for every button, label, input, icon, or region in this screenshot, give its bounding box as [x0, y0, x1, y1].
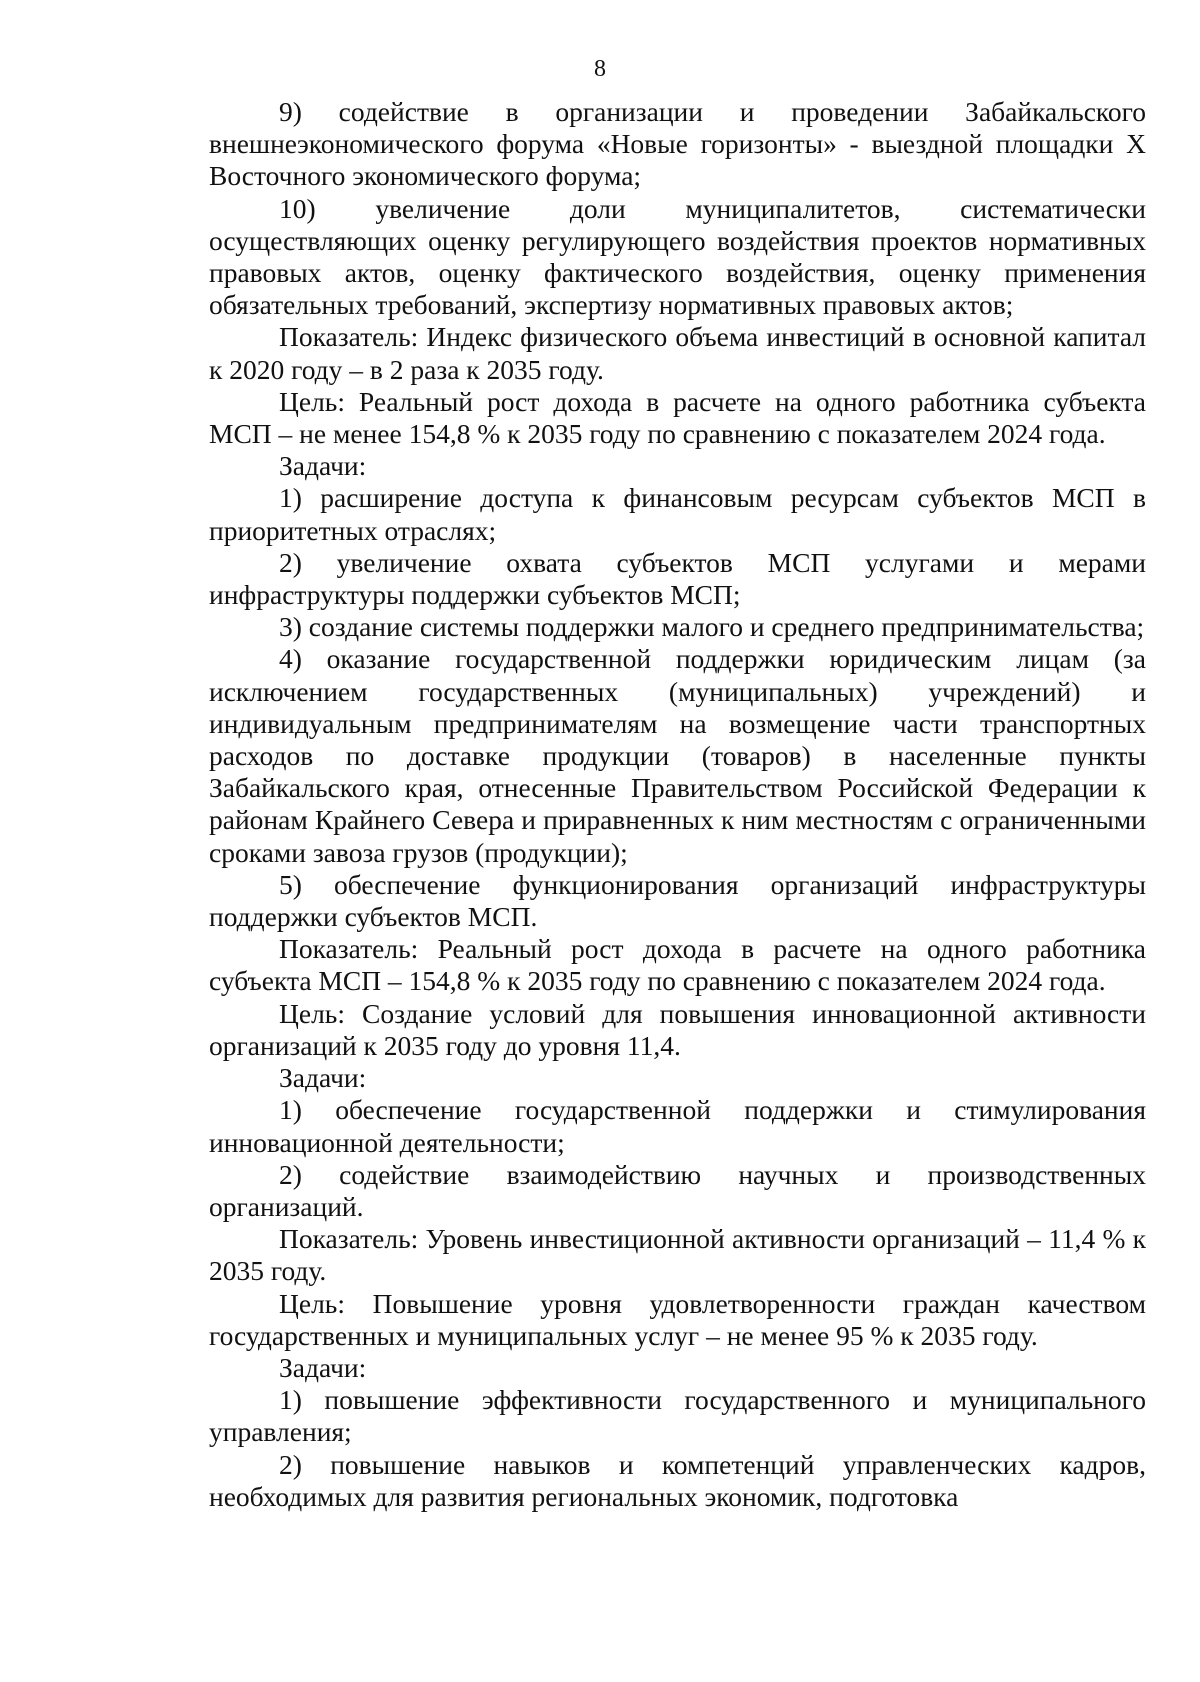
goal-public-services: Цель: Повышение уровня удовлетворенности граждан качеством государственных и муниципальных услуг – не менее 95 % к 2035 году.: [209, 1287, 1146, 1351]
task-item-5: 5) обеспечение функционирования организаций инфраструктуры поддержки субъектов МСП.: [209, 868, 1146, 933]
page-number: 8: [594, 56, 606, 82]
task-item-1: 1) расширение доступа к финансовым ресурсам субъектов МСП в приоритетных отраслях;: [209, 482, 1146, 546]
tasks-heading: Задачи:: [279, 1351, 367, 1383]
document-body: [209, 96, 1146, 1513]
task-item-2: 2) увеличение охвата субъектов МСП услугами и мерами инфраструктуры поддержки субъектов МСП;: [209, 546, 1146, 611]
task-item-1: 1) обеспечение государственной поддержки и стимулирования инновационной деятельности;: [209, 1094, 1146, 1158]
list-item-10-municipalities: 10) увеличение доли муниципалитетов, систематически осуществляющих оценку регулирующего воздействия проектов нормативных правовых актов, оценку фактического воздействия, оценку применения обязательных требований, экспертизу нормативных правовых актов;: [209, 192, 1146, 321]
goal-sme-income: Цель: Реальный рост дохода в расчете на одного работника субъекта МСП – не менее 154,8 % к 2035 году по сравнению с показателем 2024 года.: [209, 385, 1146, 450]
task-item-3: 3) создание системы поддержки малого и среднего предпринимательства;: [279, 611, 1145, 643]
task-item-1: 1) повышение эффективности государственного и муниципального управления;: [209, 1384, 1146, 1448]
task-item-2: 2) содействие взаимодействию научных и производственных организаций.: [209, 1158, 1146, 1222]
goal-innovation: Цель: Создание условий для повышения инновационной активности организаций к 2035 году до уровня 11,4.: [209, 997, 1146, 1061]
indicator-investment: Показатель: Индекс физического объема инвестиций в основной капитал к 2020 году – в 2 раза к 2035 году.: [209, 321, 1146, 385]
indicator-investment-activity: Показатель: Уровень инвестиционной активности организаций – 11,4 % к 2035 году.: [209, 1223, 1146, 1287]
tasks-heading: Задачи:: [279, 450, 367, 482]
indicator-sme-income: Показатель: Реальный рост дохода в расчете на одного работника субъекта МСП – 154,8 % к 2035 году по сравнению с показателем 2024 года.: [209, 933, 1146, 997]
task-item-2: 2) повышение навыков и компетенций управленческих кадров, необходимых для развития региональных экономик, подготовка: [209, 1448, 1146, 1512]
task-item-4: 4) оказание государственной поддержки юридическим лицам (за исключением государственных (муниципальных) учреждений) и индивидуальным предпринимателям на возмещение части транспортных расходов по доставке продукции (товаров) в населенные пункты Забайкальского края, отнесенные Правительством Российской Федерации к районам Крайнего Севера и приравненных к ним местностям с ограниченными сроками завоза грузов (продукции);: [209, 643, 1146, 868]
list-item-9-forum: 9) содействие в организации и проведении Забайкальского внешнеэкономического форума «Новые горизонты» - выездной площадки X Восточного экономического форума;: [209, 96, 1146, 192]
tasks-heading: Задачи:: [279, 1062, 367, 1094]
